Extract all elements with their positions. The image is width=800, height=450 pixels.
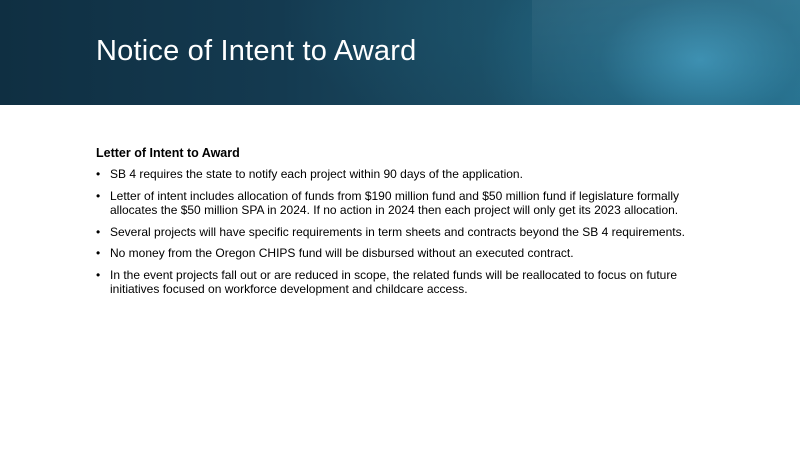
bullet-item [96,189,726,218]
bullet-text: SB 4 requires the state to notify each project within 90 days of the application. [110,167,523,181]
bullet-glyph: • [96,167,101,181]
bullet-list [96,167,726,297]
bullet-text: In the event projects fall out or are reduced in scope, the related funds will be reallocated to focus on future initiatives focused on workforce development and childcare access. [110,267,678,296]
bullet-glyph: • [96,267,101,282]
header-band [0,0,800,105]
bullet-item [96,268,726,297]
section-heading: Letter of Intent to Award [96,146,240,160]
header-accent-panel [532,0,800,105]
bullet-text: Letter of intent includes allocation of funds from $190 million fund and $50 million fund if legislature formally allocates the $50 million SPA in 2024. If no action in 2024 then each project will only get its 2023 allocation. [110,188,679,217]
bullet-item [96,246,726,261]
slide-title: Notice of Intent to Award [96,35,417,67]
bullet-glyph: • [96,188,101,203]
bullet-item [96,225,726,240]
bullet-text: Several projects will have specific requirements in term sheets and contracts beyond the SB 4 requirements. [110,224,685,239]
bullet-glyph: • [96,224,101,239]
bullet-text: No money from the Oregon CHIPS fund will be disbursed without an executed contract. [110,246,574,260]
bullet-glyph: • [96,246,101,260]
slide-content [96,145,726,304]
bullet-item [96,167,726,182]
